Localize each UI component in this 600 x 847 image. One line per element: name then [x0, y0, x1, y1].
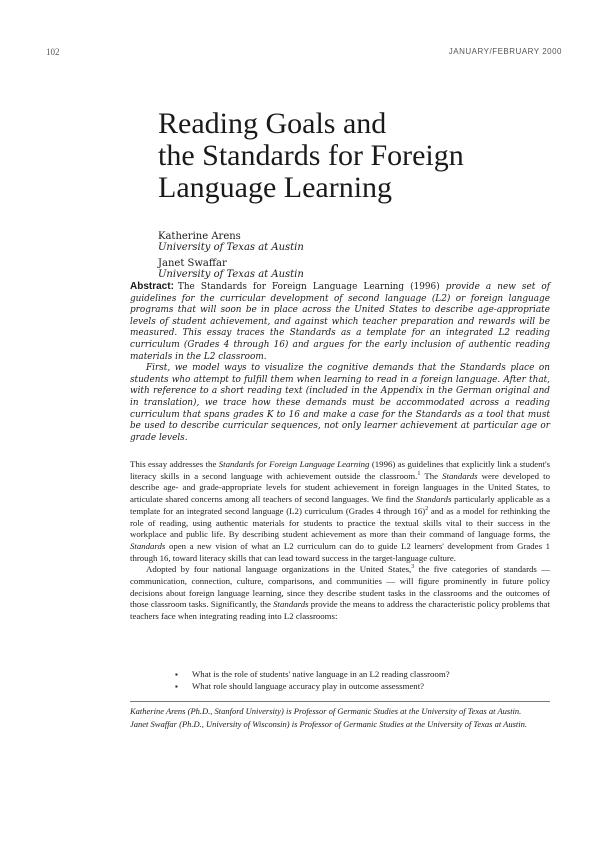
- author: [158, 231, 538, 253]
- author-name: Janet Swaffar: [158, 258, 227, 269]
- title-line: Language Learning: [158, 171, 393, 204]
- author-name: Katherine Arens: [158, 231, 241, 242]
- author-bios: [130, 706, 550, 733]
- standards-term: Standards: [416, 494, 452, 505]
- divider: [130, 701, 550, 702]
- title-line: the Standards for Foreign: [158, 139, 464, 172]
- running-head: JANUARY/FEBRUARY 2000: [448, 47, 562, 56]
- abstract: [130, 281, 550, 444]
- body-text: [130, 459, 550, 623]
- standards-term: Standards: [442, 470, 478, 481]
- text-run: provide the means to address the characteristic policy problems that teachers face when integrating reading into L2 classrooms:: [130, 599, 550, 622]
- abstract-paragraph: First, we model ways to visualize the cognitive demands that the Standards place on students who attempt to fulfill them when learning to read in a foreign language. After that, with reference to a short reading text (included in the Appendix in the German original and in translation), we trace how these demands must be accommodated across a reading curriculum that spans grades K to 16 and make a case for the Standards as a tool that must be used to describe curricular sequences, not only learner achievement at particular age or grade levels.: [130, 363, 550, 443]
- author-bio: Janet Swaffar (Ph.D., University of Wisconsin) is Professor of Germanic Studies at the University of Texas at Austin.: [130, 719, 528, 730]
- text-run: particularly applicable as a template for an integrated second language (L2) curriculum (Grades 4 through 16): [130, 494, 551, 516]
- body-paragraph: [130, 459, 550, 564]
- text-run: The: [424, 470, 439, 481]
- footnote-ref: 2: [425, 505, 429, 512]
- standards-title: Standards for Foreign Language Learning: [218, 459, 370, 469]
- question-list: [175, 669, 535, 692]
- list-item: ▪ What is the role of students' native language in an L2 reading classroom?: [175, 669, 535, 681]
- text-run: and as a model for rethinking the role of reading, using authentic materials for students to practice the textual skills vital to their success in the workplace and public life. By describing student achievement as more than their command of language forms, the: [130, 505, 551, 540]
- text-run: were developed to describe age- and grade-appropriate levels for student achievement in foreign languages in the United States, to articulate shared concerns among all teachers of second languages. We find the: [130, 470, 551, 505]
- author-bio: Katherine Arens (Ph.D., Stanford University) is Professor of Germanic Studies at the University of Texas at Austin.: [130, 706, 522, 716]
- text-run: This essay addresses the: [130, 459, 217, 469]
- abstract-text: provide a new set of guidelines for the curricular development of second language (L2) or foreign language programs that will soon be in place across the United States to describe age-appropriate levels of student achievement, and against which teacher preparation and rewards will be measured. This essay traces the Standards as a template for an integrated L2 reading curriculum (Grades 4 through 16) and argues for the early inclusion of authentic reading materials in the L2 classroom.: [130, 282, 550, 362]
- standards-term: Standards: [130, 540, 166, 551]
- list-item: ▪ What role should language accuracy play in outcome assessment?: [175, 681, 535, 693]
- author-block: [158, 231, 538, 285]
- text-run: open a new vision of what an L2 curriculum can do to guide L2 learners' development from Grades 1 through 16, toward literacy skills that can lead toward success in the target-language culture.: [130, 540, 550, 563]
- author-affiliation: University of Texas at Austin: [158, 269, 304, 280]
- body-paragraph: [130, 564, 550, 623]
- footnote-ref: 1: [417, 470, 421, 477]
- author-affiliation: University of Texas at Austin: [158, 242, 304, 253]
- page-number: 102: [46, 47, 60, 57]
- text-run: the five categories of standards — communication, connection, culture, comparisons, and communities — will figure prominently in future policy decisions about foreign language learning, since they describe student tasks in the classrooms and the outcomes of those classroom tasks. Significantly, the: [130, 564, 550, 610]
- abstract-paragraph: [130, 281, 550, 363]
- text-run: Adopted by four national language organizations in the United States,: [146, 564, 412, 575]
- title-line: Reading Goals and: [158, 107, 387, 140]
- standards-term: Standards: [273, 599, 309, 610]
- text-run: (1996) as guidelines that explicitly link a student's literacy skills in a second language with achievement outside the classroom.: [130, 459, 551, 481]
- article-title: [158, 108, 558, 204]
- abstract-label: Abstract:: [130, 281, 174, 292]
- author: [158, 258, 538, 280]
- abstract-lead: The Standards for Foreign Language Learning (1996): [177, 282, 440, 292]
- footnote-ref: 3: [411, 564, 415, 571]
